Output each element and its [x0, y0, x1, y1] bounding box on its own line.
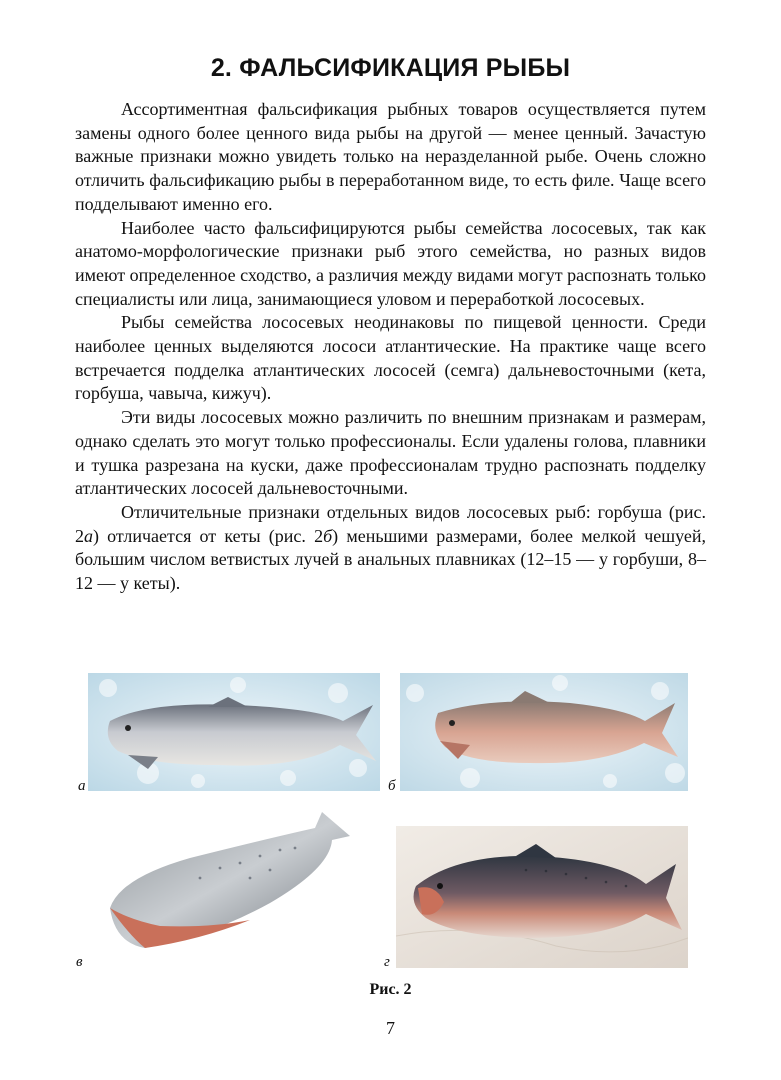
photo-b-chum-salmon [400, 673, 688, 791]
paragraph: Отличительные признаки отдельных видов лососевых рыб: горбуша (рис. 2а) отличается от кеты (рис. 2б) меньшими размерами, более мелкой чешуей, большим числом ветвистых лучей в анальных плавниках (12–15 — у горбуши, 8–12 — у кеты). [75, 501, 707, 594]
photo-a-pink-salmon [88, 673, 380, 791]
paragraph: Эти виды лососевых можно различить по внешним признакам и размерам, однако сделать это могут только профессионалы. Если удалены голова, плавники и тушка разрезана на куски, даже профессионалам трудно распознать подделку атлантических лососей дальневосточными. [75, 407, 706, 499]
body-text [75, 98, 706, 596]
paragraph: Рыбы семейства лососевых неодинаковы по пищевой ценности. Среди наиболее ценных выделяются лососи атлантические. На практике чаще всего встречается подделка атлантических лососей (семга) дальневосточными (кета, горбуша, чавыча, кижуч). [75, 312, 706, 404]
figure-caption: Рис. 2 [369, 981, 412, 998]
page-title: 2. ФАЛЬСИФИКАЦИЯ РЫБЫ [210, 54, 571, 82]
panel-label-a: а [78, 778, 86, 794]
panel-label-b: б [388, 778, 396, 794]
photo-d-coho-salmon [396, 826, 688, 968]
photo-c-atlantic-salmon [100, 808, 360, 958]
paragraph: Наиболее часто фальсифицируются рыбы семейства лососевых, так как анатомо-морфологические признаки рыб этого семейства, но разных видов имеют определенное сходство, а различия между видами могут распознать только специалисты или лица, занимающиеся уловом и переработкой лососевых. [75, 217, 706, 309]
paragraph: Ассортиментная фальсификация рыбных товаров осуществляется путем замены одного более ценного вида рыбы на другой — менее ценный. Зачастую важные признаки можно увидеть только на неразделанной рыбе. Очень сложно отличить фальсификацию рыбы в переработанном виде, то есть филе. Чаще всего подделывают именно его. [75, 99, 706, 214]
panel-label-c: в [76, 954, 83, 970]
page-number: 7 [386, 1018, 395, 1038]
panel-label-d: г [384, 954, 390, 970]
